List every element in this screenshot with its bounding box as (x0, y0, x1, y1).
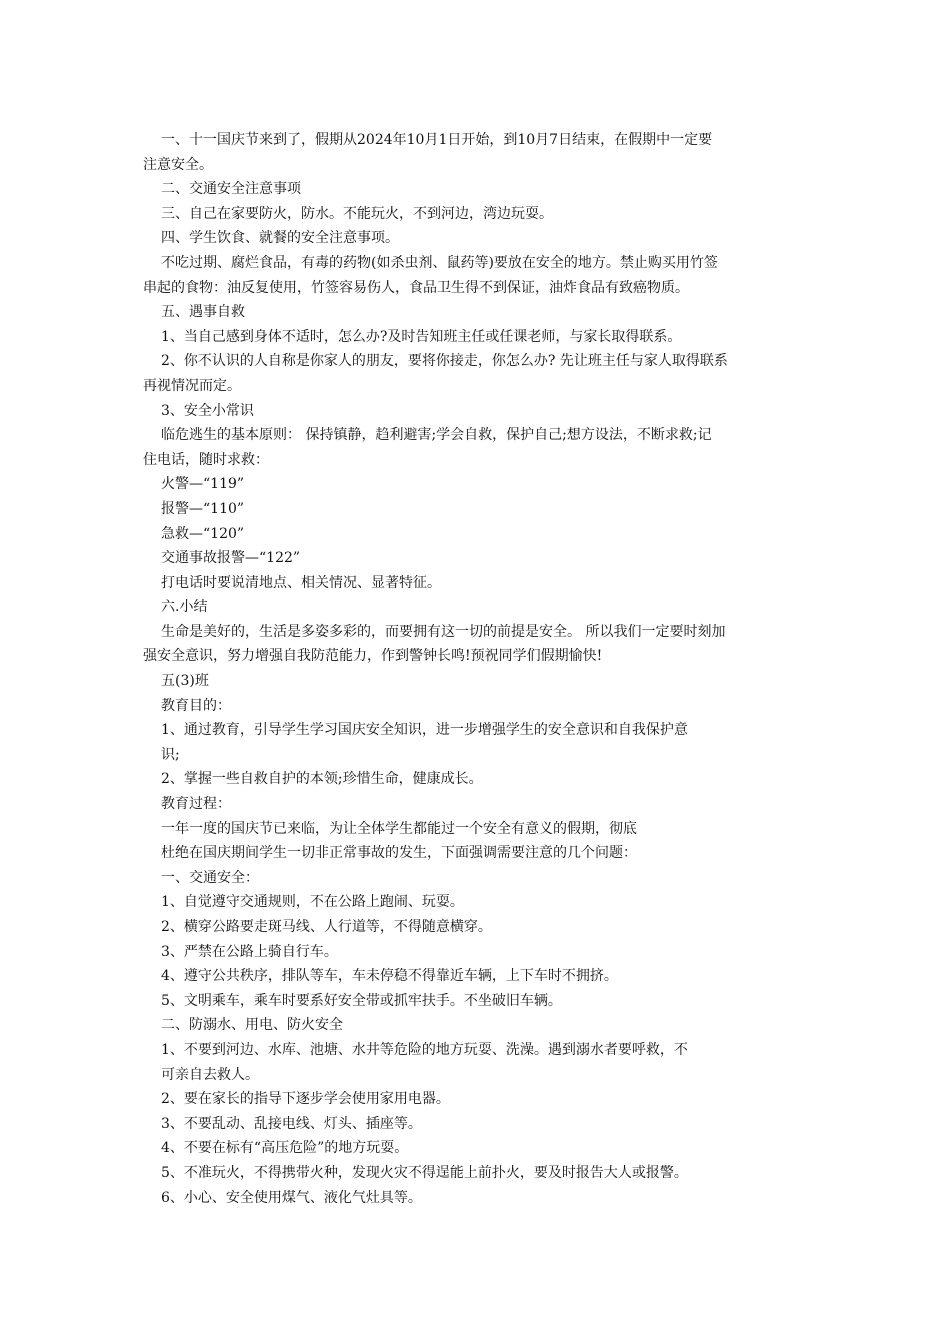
text-line: 临危逃生的基本原则： 保持镇静，趋利避害;学会自救，保护自己;想方设法，不断求救;记 (161, 427, 712, 444)
text-line: 火警—“119” (161, 476, 245, 493)
text-line: 3、严禁在公路上骑自行车。 (161, 943, 338, 960)
text-line: 六.小结 (161, 599, 208, 616)
text-line: 1、自觉遵守交通规则，不在公路上跑闹、玩耍。 (161, 894, 464, 911)
text-line: 五、遇事自救 (161, 304, 245, 321)
text-line: 生命是美好的，生活是多姿多彩的，而要拥有这一切的前提是安全。 所以我们一定要时刻加 (161, 623, 726, 640)
text-line: 强安全意识，努力增强自我防范能力，作到警钟长鸣!预祝同学们假期愉快! (143, 648, 603, 665)
text-line: 不吃过期、腐烂食品，有毒的药物(如杀虫剂、鼠药等)要放在安全的地方。禁止购买用竹签 (161, 254, 718, 271)
text-line: 教育目的： (161, 697, 231, 714)
text-line: 1、当自己感到身体不适时，怎么办?及时告知班主任或任课老师，与家长取得联系。 (161, 328, 682, 345)
text-line: 三、自己在家要防火，防水。不能玩火，不到河边，湾边玩耍。 (161, 205, 553, 222)
text-line: 五(3)班 (161, 673, 209, 690)
text-line: 一、交通安全： (161, 869, 259, 886)
text-line: 注意安全。 (143, 156, 213, 173)
text-line: 住电话，随时求救： (143, 451, 269, 468)
text-line: 3、安全小常识 (161, 402, 254, 419)
text-line: 报警—“110” (161, 500, 245, 517)
text-line: 再视情况而定。 (143, 377, 241, 394)
text-line: 4、不要在标有“高压危险”的地方玩耍。 (161, 1140, 409, 1157)
text-line: 1、通过教育，引导学生学习国庆安全知识，进一步增强学生的安全意识和自我保护意 (161, 722, 688, 739)
text-line: 4、遵守公共秩序，排队等车，车未停稳不得靠近车辆，上下车时不拥挤。 (161, 968, 618, 985)
text-line: 教育过程： (161, 796, 231, 813)
text-line: 可亲自去救人。 (161, 1066, 259, 1083)
document-body (143, 128, 813, 1210)
text-line: 急救—“120” (161, 525, 245, 542)
text-line: 6、小心、安全使用煤气、液化气灶具等。 (161, 1189, 422, 1206)
text-line: 5、文明乘车，乘车时要系好安全带或抓牢扶手。不坐破旧车辆。 (161, 992, 562, 1009)
text-line: 二、防溺水、用电、防火安全 (161, 1017, 343, 1034)
text-line: 3、不要乱动、乱接电线、灯头、插座等。 (161, 1115, 422, 1132)
text-line: 四、学生饮食、就餐的安全注意事项。 (161, 230, 399, 247)
text-line: 2、要在家长的指导下逐步学会使用家用电器。 (161, 1091, 450, 1108)
text-line: 一、十一国庆节来到了，假期从2024年10月1日开始，到10月7日结束，在假期中一定要 (161, 132, 713, 148)
text-line: 识; (161, 746, 180, 763)
text-line: 1、不要到河边、水库、池塘、水井等危险的地方玩耍、洗澡。遇到溺水者要呼救，不 (161, 1041, 688, 1058)
text-line: 二、交通安全注意事项 (161, 181, 301, 198)
text-line: 交通事故报警—“122” (161, 550, 301, 567)
text-line: 一年一度的国庆节已来临，为让全体学生都能过一个安全有意义的假期，彻底 (161, 820, 637, 837)
text-line: 杜绝在国庆期间学生一切非正常事故的发生，下面强调需要注意的几个问题： (161, 845, 637, 862)
text-line: 打电话时要说清地点、相关情况、显著特征。 (161, 574, 441, 591)
text-line: 5、不准玩火，不得携带火种，发现火灾不得逞能上前扑火，要及时报告大人或报警。 (161, 1164, 688, 1181)
text-line: 2、掌握一些自救自护的本领;珍惜生命，健康成长。 (161, 771, 483, 788)
text-line: 2、你不认识的人自称是你家人的朋友，要将你接走，你怎么办? 先让班主任与家人取得联系 (161, 353, 728, 370)
text-line: 串起的食物：油反复使用，竹签容易伤人，食品卫生得不到保证，油炸食品有致癌物质。 (143, 279, 689, 296)
text-line: 2、横穿公路要走斑马线、人行道等，不得随意横穿。 (161, 919, 492, 935)
